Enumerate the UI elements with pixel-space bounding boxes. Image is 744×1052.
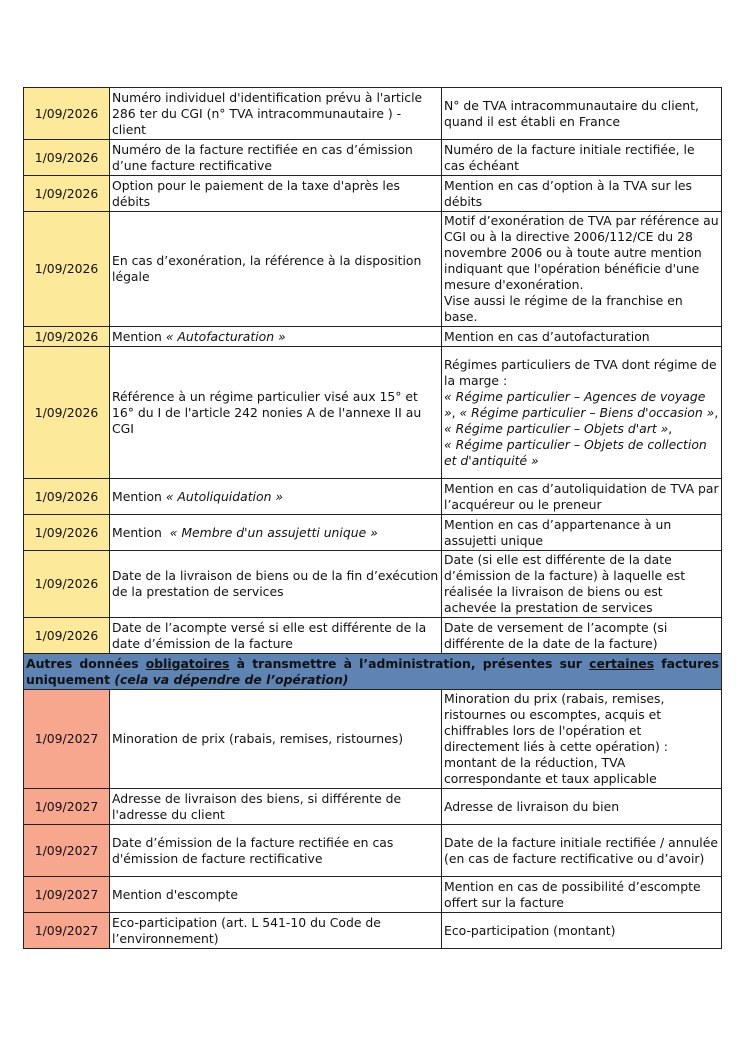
field-description: Eco-participation (art. L 541-10 du Code de l’environnement) [110,913,442,949]
mention-prefix: Mention [112,488,166,504]
separator: , [451,404,460,420]
date-cell: 1/09/2026 [24,176,110,212]
table-row [24,176,722,212]
date-cell: 1/09/2026 [24,212,110,327]
date-cell: 1/09/2026 [24,140,110,176]
date-cell: 1/09/2026 [24,551,110,618]
section-text: Autres données [26,655,146,671]
regime-occasion: « Régime particulier – Biens d'occasion » [459,404,715,420]
regime-voyage: « Régime particulier – Agences de voyage » [444,388,706,420]
field-note: Mention en cas d’autofacturation [442,327,722,347]
mention-italic: « Membre d'un assujetti unique » [169,524,378,540]
table-row [24,825,722,877]
mention-prefix: Mention [112,328,166,344]
date-cell: 1/09/2027 [24,690,110,789]
table-row [24,347,722,479]
note-text: Vise aussi le régime de la franchise en base. [444,293,683,324]
table-row [24,212,722,327]
note-text: Régimes particuliers de TVA dont régime de la marge : [444,356,717,388]
table-row [24,479,722,515]
section-text: factures uniquement [26,655,720,687]
date-cell: 1/09/2027 [24,877,110,913]
field-note: Numéro de la facture initiale rectifiée, le cas échéant [442,140,722,176]
invoice-fields-table [23,87,722,949]
regime-collection: « Régime particulier – Objets de collection et d'antiquité » [444,436,707,468]
table-row [24,88,722,140]
mention-italic: « Autoliquidation » [165,488,284,504]
date-cell: 1/09/2026 [24,327,110,347]
field-note: Minoration du prix (rabais, remises, ristournes ou escomptes, acquis et chiffrables lors de l'opération et directement liés à cette opération) : montant de la réduction, TVA correspondante et taux applicable [442,690,722,789]
table-row [24,551,722,618]
section-header-row [24,654,722,690]
table-row [24,789,722,825]
regime-art: « Régime particulier – Objets d'art » [444,420,669,436]
section-italic: (cela va dépendre de l’opération) [114,671,349,687]
field-description [110,479,442,515]
field-description: Option pour le paiement de la taxe d'après les débits [110,176,442,212]
date-cell: 1/09/2027 [24,913,110,949]
date-cell: 1/09/2027 [24,825,110,877]
table-row [24,515,722,551]
field-note: Date de la facture initiale rectifiée / annulée (en cas de facture rectificative ou d’avoir) [442,825,722,877]
field-description [110,327,442,347]
date-cell: 1/09/2026 [24,618,110,654]
field-note: Mention en cas de possibilité d’escompte offert sur la facture [442,877,722,913]
date-cell: 1/09/2026 [24,515,110,551]
table-row [24,140,722,176]
field-note: Date de versement de l’acompte (si différente de la date de la facture) [442,618,722,654]
date-cell: 1/09/2027 [24,789,110,825]
field-note [442,212,722,327]
field-note: Mention en cas d’option à la TVA sur les débits [442,176,722,212]
field-description: Adresse de livraison des biens, si différente de l'adresse du client [110,789,442,825]
field-note: Eco-participation (montant) [442,913,722,949]
table-row [24,913,722,949]
field-description: Date de la livraison de biens ou de la fin d’exécution de la prestation de services [110,551,442,618]
field-description: Date d’émission de la facture rectifiée en cas d'émission de facture rectificative [110,825,442,877]
note-text: Motif d’exonération de TVA par référence au CGI ou à la directive 2006/112/CE du 28 novembre 2006 ou à toute autre mention indiquant que l'opération bénéficie d'une mesure d'exonération. [444,213,719,292]
section-header [24,654,722,690]
field-description: En cas d’exonération, la référence à la disposition légale [110,212,442,327]
field-description: Numéro de la facture rectifiée en cas d’émission d’une facture rectificative [110,140,442,176]
field-note: N° de TVA intracommunautaire du client, quand il est établi en France [442,88,722,140]
separator: , [668,420,673,436]
field-note [442,347,722,479]
table-row [24,327,722,347]
table-row [24,877,722,913]
field-description [110,515,442,551]
field-description: Numéro individuel d'identification prévu à l'article 286 ter du CGI (n° TVA intracommunautaire ) - client [110,88,442,140]
field-note: Date (si elle est différente de la date d’émission de la facture) à laquelle est réalisée la livraison de biens ou est achevée la prestation de services [442,551,722,618]
date-cell: 1/09/2026 [24,347,110,479]
field-note: Mention en cas d’autoliquidation de TVA par l’acquéreur ou le preneur [442,479,722,515]
table-row [24,690,722,789]
field-note: Mention en cas d’appartenance à un assujetti unique [442,515,722,551]
section-underlined: certaines [589,655,655,671]
mention-prefix: Mention [112,524,170,540]
field-description: Minoration de prix (rabais, remises, ristournes) [110,690,442,789]
date-cell: 1/09/2026 [24,479,110,515]
field-description: Référence à un régime particulier visé aux 15° et 16° du I de l'article 242 nonies A de l'annexe II au CGI [110,347,442,479]
field-description: Date de l’acompte versé si elle est différente de la date d’émission de la facture [110,618,442,654]
field-note: Adresse de livraison du bien [442,789,722,825]
separator: , [714,404,719,420]
mention-italic: « Autofacturation » [165,328,286,344]
table-row [24,618,722,654]
section-underlined: obligatoires [145,655,230,671]
section-text: à transmettre à l’administration, présentes sur [229,655,590,671]
field-description: Mention d'escompte [110,877,442,913]
date-cell: 1/09/2026 [24,88,110,140]
